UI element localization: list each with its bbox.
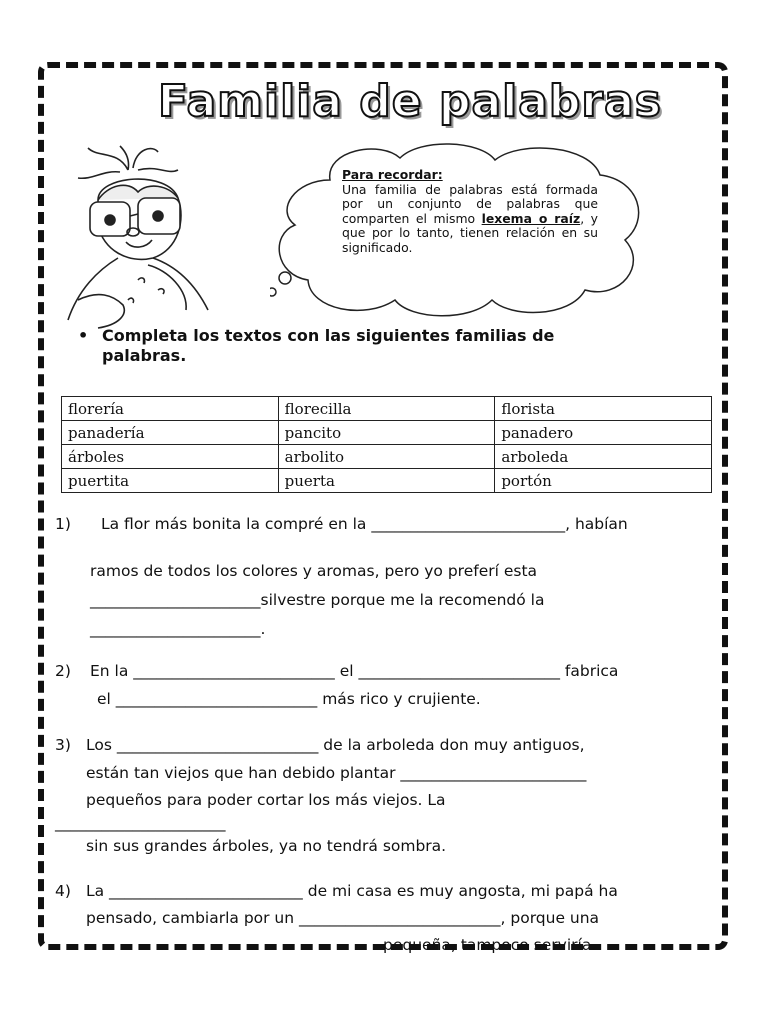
table-row	[62, 445, 712, 469]
exercise-line: La flor más bonita la compré en la _________________________, habían	[101, 515, 628, 533]
exercise-number: 3)	[55, 736, 71, 754]
table-row	[62, 397, 712, 421]
exercise-line: pequeños para poder cortar los más viejos. La	[86, 791, 446, 809]
word-family-table	[61, 396, 712, 493]
table-cell: florecilla	[278, 397, 495, 421]
exercise-line: el __________________________ más rico y crujiente.	[97, 690, 481, 708]
exercise-line: En la __________________________ el __________________________ fabrica	[90, 662, 619, 680]
reminder-note	[342, 168, 598, 255]
table-cell: pancito	[278, 421, 495, 445]
table-cell: arboleda	[495, 445, 712, 469]
exercise-line: ______________________.	[90, 620, 266, 638]
table-row	[62, 421, 712, 445]
exercise-line: sin sus grandes árboles, ya no tendrá sombra.	[86, 837, 447, 855]
exercise-line: La _________________________ de mi casa es muy angosta, mi papá ha	[86, 882, 618, 900]
instruction	[78, 326, 638, 366]
exercise-line: pequeña, tampoco serviría.	[383, 936, 597, 954]
exercise-number: 4)	[55, 882, 71, 900]
table-row	[62, 469, 712, 493]
table-cell: florería	[62, 397, 279, 421]
table-cell: puerta	[278, 469, 495, 493]
exercise-line: están tan viejos que han debido plantar ________________________	[86, 764, 587, 782]
exercise-line: ramos de todos los colores y aromas, pero yo preferí esta	[90, 562, 538, 580]
thinking-girl-illustration	[58, 140, 228, 330]
reminder-text-start: Una familia de palabras está formada por un conjunto de palabras que comparten el mismo	[342, 181, 598, 226]
table-cell: florista	[495, 397, 712, 421]
table-cell: árboles	[62, 445, 279, 469]
exercise-line: ______________________silvestre porque me la recomendó la	[90, 591, 545, 609]
reminder-key-term: lexema o raíz	[481, 210, 581, 226]
table-cell: panadería	[62, 421, 279, 445]
page-title: Familia de palabras	[158, 76, 662, 127]
exercise-line: ______________________	[55, 814, 226, 832]
exercise-number: 1)	[55, 515, 71, 533]
reminder-text-end: , y que por lo tanto, tienen relación en su significado.	[342, 210, 599, 255]
instruction-text: Completa los textos con las siguientes familias de palabras.	[102, 326, 555, 365]
bullet: •	[78, 326, 89, 345]
table-cell: arbolito	[278, 445, 495, 469]
exercise-line: pensado, cambiarla por un __________________________, porque una	[86, 909, 600, 927]
reminder-heading: Para recordar:	[342, 167, 443, 182]
table-cell: puertita	[62, 469, 279, 493]
table-cell: portón	[495, 469, 712, 493]
exercise-number: 2)	[55, 662, 71, 680]
table-cell: panadero	[495, 421, 712, 445]
exercise-line: Los __________________________ de la arboleda don muy antiguos,	[86, 736, 585, 754]
